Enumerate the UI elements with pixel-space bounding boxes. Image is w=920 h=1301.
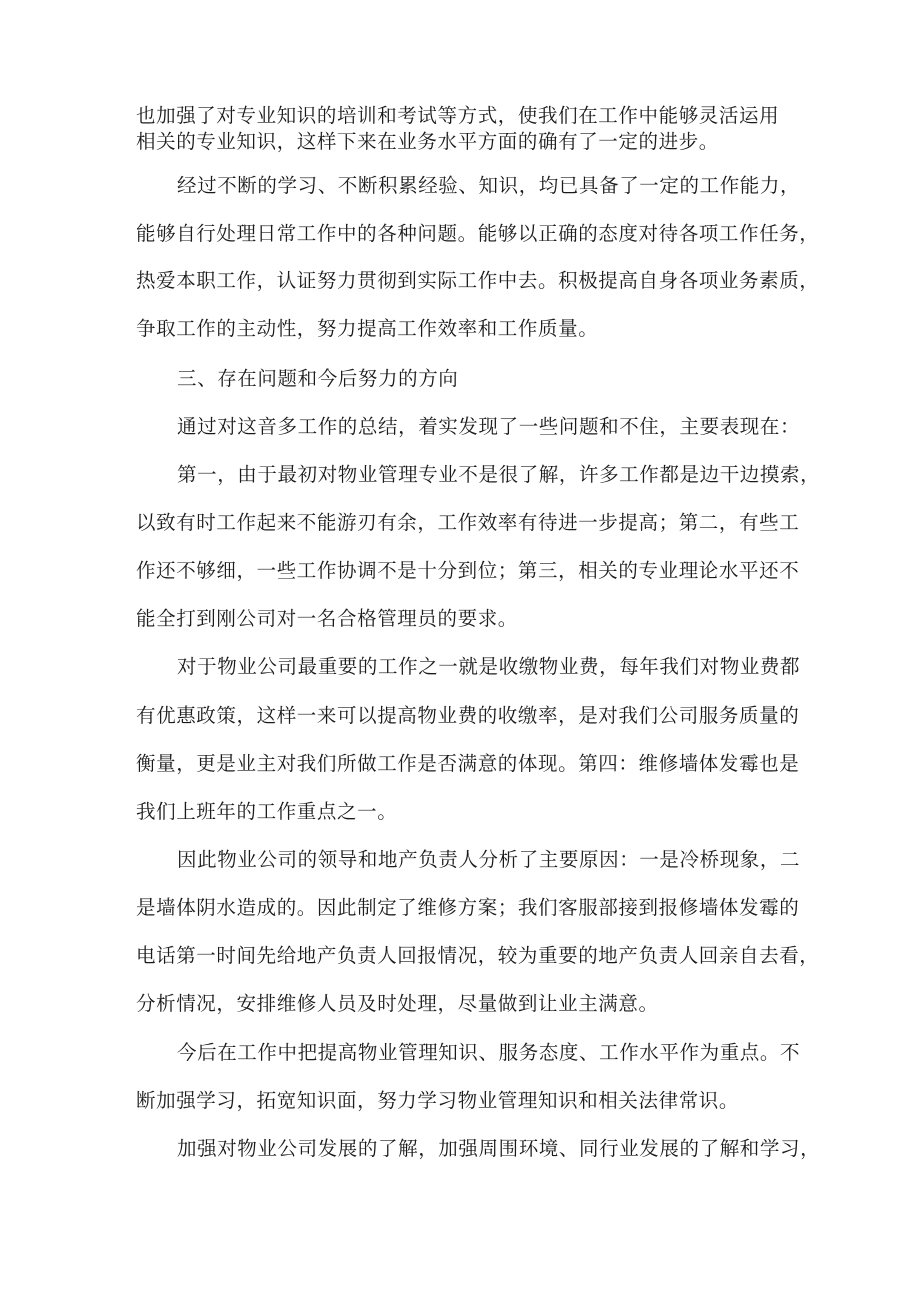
text-line: 衡量，更是业主对我们所做工作是否满意的体现。第四：维修墙体发霉也是	[136, 752, 800, 775]
text-line: 分析情况，安排维修人员及时处理，尽量做到让业主满意。	[136, 992, 659, 1015]
text-line: 有优惠政策，这样一来可以提高物业费的收缴率，是对我们公司服务质量的	[136, 704, 800, 727]
text-line: 通过对这音多工作的总结，着实发现了一些问题和不住，主要表现在：	[177, 415, 801, 438]
text-line: 争取工作的主动性，努力提高工作效率和工作质量。	[136, 317, 599, 340]
text-line: 也加强了对专业知识的培训和考试等方式，使我们在工作中能够灵活运用	[136, 104, 780, 127]
text-line: 热爱本职工作，认证努力贯彻到实际工作中去。积极提高自身各项业务素质，	[136, 269, 820, 292]
text-line: 加强对物业公司发展的了解，加强周围环境、同行业发展的了解和学习，	[177, 1137, 821, 1160]
text-line: 我们上班年的工作重点之一。	[136, 800, 398, 823]
text-line: 能全打到刚公司对一名合格管理员的要求。	[136, 607, 518, 630]
text-line: 经过不断的学习、不断积累经验、知识，均已具备了一定的工作能力，	[177, 174, 801, 197]
text-line: 以致有时工作起来不能游刃有余，工作效率有待进一步提高；第二，有些工	[136, 511, 800, 534]
text-line: 因此物业公司的领导和地产负责人分析了主要原因：一是冷桥现象，二	[177, 848, 801, 871]
text-line: 相关的专业知识，这样下来在业务水平方面的确有了一定的进步。	[136, 130, 719, 153]
text-line: 能够自行处理日常工作中的各种问题。能够以正确的态度对待各项工作任务，	[136, 222, 820, 245]
text-line: 今后在工作中把提高物业管理知识、服务态度、工作水平作为重点。不	[177, 1041, 801, 1064]
text-line: 电话第一时间先给地产负责人回报情况，较为重要的地产负责人回亲自去看，	[136, 944, 820, 967]
text-line: 对于物业公司最重要的工作之一就是收缴物业费，每年我们对物业费都	[177, 655, 801, 678]
section-heading: 三、存在问题和今后努力的方向	[177, 367, 459, 390]
text-line: 作还不够细，一些工作协调不是十分到位；第三，相关的专业理论水平还不	[136, 559, 800, 582]
text-line: 第一，由于最初对物业管理专业不是很了解，许多工作都是边干边摸索，	[177, 463, 821, 486]
text-line: 断加强学习，拓宽知识面，努力学习物业管理知识和相关法律常识。	[136, 1089, 740, 1112]
text-line: 是墙体阴水造成的。因此制定了维修方案；我们客服部接到报修墙体发霉的	[136, 896, 800, 919]
